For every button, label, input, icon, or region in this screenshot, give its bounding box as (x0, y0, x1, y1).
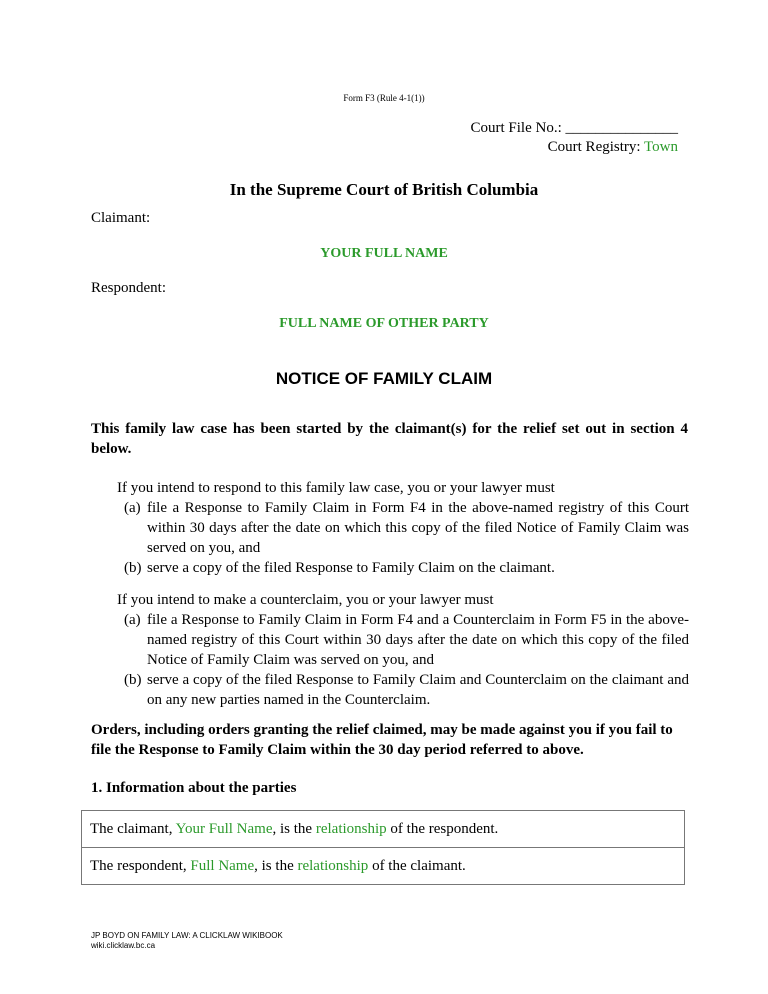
intro-paragraph: This family law case has been started by the claimant(s) for the relief set out in section 4 below. (91, 421, 688, 457)
respondent-name: FULL NAME OF OTHER PARTY (279, 316, 489, 331)
list-marker: (b) (124, 560, 142, 576)
relationship-field: relationship (297, 857, 369, 874)
respond-lead: If you intend to respond to this family law case, you or your lawyer must (117, 480, 555, 496)
claimant-name-field: Your Full Name (175, 820, 273, 837)
court-registry (470, 138, 678, 157)
court-file-block (470, 119, 678, 157)
list-item (117, 610, 689, 670)
cell-text: The respondent, (90, 857, 191, 874)
list-marker: (a) (124, 500, 141, 516)
list-item (117, 670, 689, 710)
table-row (82, 848, 685, 885)
warning-paragraph: Orders, including orders granting the relief claimed, may be made against you if you fail to file the Response to Family Claim within the 30 day period referred to above. (91, 722, 673, 758)
court-file-number (470, 119, 678, 138)
list-item (117, 558, 689, 578)
counter-lead: If you intend to make a counterclaim, you or your lawyer must (117, 592, 494, 608)
list-marker: (a) (124, 612, 141, 628)
footer (91, 931, 283, 951)
claimant-label: Claimant: (91, 210, 151, 226)
cell-text: , is the (272, 820, 316, 837)
cell-text: of the respondent. (386, 820, 499, 837)
cell-text: of the claimant. (368, 857, 466, 874)
footer-url: wiki.clicklaw.bc.ca (91, 941, 156, 950)
list-item (117, 498, 689, 558)
list-text: file a Response to Family Claim in Form F4 and a Counterclaim in Form F5 in the above-named registry of this Court within 30 days after the date on which this copy of the filed Notice of Family Claim was served on you, and (147, 612, 689, 668)
table-row (82, 811, 685, 848)
court-title: In the Supreme Court of British Columbia (229, 180, 539, 199)
section-heading: 1. Information about the parties (91, 780, 297, 796)
list-text: serve a copy of the filed Response to Family Claim and Counterclaim on the claimant and on any new parties named in the Counterclaim. (147, 672, 689, 708)
respond-instructions (117, 478, 689, 578)
list-text: file a Response to Family Claim in Form F4 in the above-named registry of this Court within 30 days after the date on which this copy of the filed Notice of Family Claim was served on you, and (147, 500, 689, 556)
list-marker: (b) (124, 672, 142, 688)
table-cell (82, 811, 685, 848)
court-registry-value: Town (644, 139, 678, 155)
relationship-field: relationship (315, 820, 387, 837)
footer-title: JP BOYD ON FAMILY LAW: A CLICKLAW WIKIBOOK (91, 931, 283, 940)
list-text: serve a copy of the filed Response to Family Claim on the claimant. (147, 560, 555, 576)
table-cell (82, 848, 685, 885)
claimant-name: YOUR FULL NAME (320, 246, 448, 261)
cell-text: The claimant, (90, 820, 176, 837)
respondent-label: Respondent: (91, 280, 166, 296)
form-number: Form F3 (Rule 4-1(1)) (343, 93, 425, 103)
court-file-label: Court File No.: (470, 120, 562, 136)
notice-title: NOTICE OF FAMILY CLAIM (275, 369, 493, 388)
counterclaim-instructions (117, 590, 689, 710)
parties-table (81, 810, 685, 885)
court-file-blank: _______________ (565, 120, 678, 136)
court-registry-label: Court Registry: (547, 139, 641, 155)
cell-text: , is the (254, 857, 298, 874)
respondent-name-field: Full Name (190, 857, 255, 874)
